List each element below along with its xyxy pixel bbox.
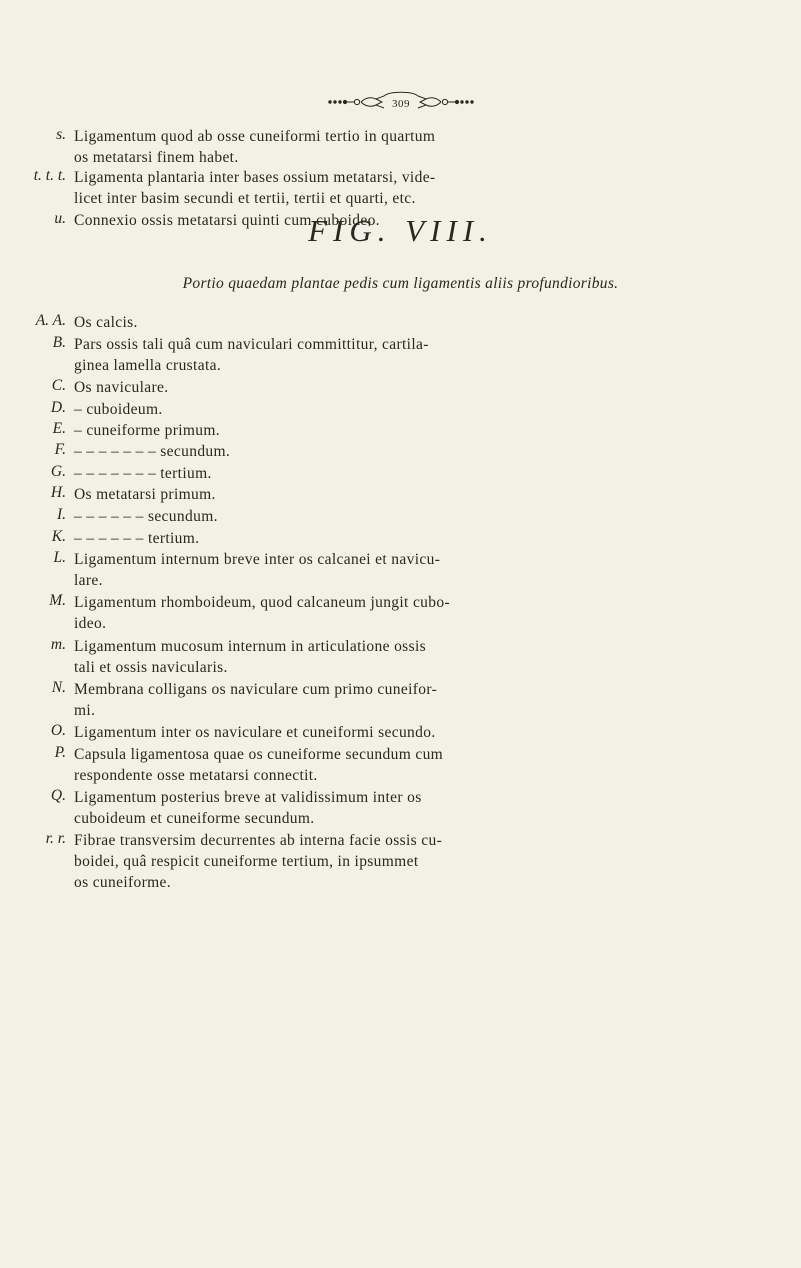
entry-text-line: os metatarsi finem habet. (74, 149, 239, 166)
entry-text-line: Ligamentum rhomboideum, quod calcaneum jungit cubo- (74, 594, 450, 611)
entry-label: D. (50, 399, 66, 416)
entry-text-line: Pars ossis tali quâ cum naviculari committitur, cartila- (74, 336, 429, 353)
entry-text-line: respondente osse metatarsi connectit. (74, 767, 318, 784)
entry-label: P. (54, 744, 66, 761)
entry-text-line: os cuneiforme. (74, 874, 172, 891)
entry-text-line: licet inter basim secundi et tertii, tertii et quarti, etc. (74, 190, 416, 207)
figure-title: FIG. VIII. (308, 213, 493, 248)
entry-text-line: Ligamenta plantaria inter bases ossium metatarsi, vide- (74, 169, 436, 186)
entry-label: F. (54, 441, 66, 458)
entry-text-line: cuboideum et cuneiforme secundum. (74, 810, 315, 827)
entry-text-line: – – – – – – – tertium. (74, 465, 212, 482)
entry-label: Q. (50, 787, 66, 804)
entry-text-line: Fibrae transversim decurrentes ab interna facie ossis cu- (74, 832, 443, 849)
entry-label: C. (51, 377, 66, 394)
entry-text-line: Os calcis. (74, 314, 138, 331)
entry-label: u. (54, 210, 66, 227)
entry-label: m. (50, 636, 66, 653)
entry-text-line: Ligamentum inter os naviculare et cuneiformi secundo. (74, 724, 436, 741)
page-header-ornament (0, 88, 801, 116)
entry-text-line: Os metatarsi primum. (74, 486, 216, 503)
entry-label: K. (51, 528, 66, 545)
entry-text-line: Ligamentum mucosum internum in articulatione ossis (74, 638, 426, 655)
entry-text-line: Connexio ossis metatarsi quinti cum cuboideo. (74, 212, 380, 229)
entry-text-line: – – – – – – – secundum. (74, 443, 231, 460)
entry-text-line: Ligamentum posterius breve at validissimum inter os (74, 789, 422, 806)
entry-text-line: – cuboideum. (74, 401, 163, 418)
entry-text-line: ideo. (74, 615, 107, 632)
entry-text-line: Ligamentum quod ab osse cuneiformi tertio in quartum (74, 128, 436, 145)
entry-label: M. (49, 592, 66, 609)
entry-text-line: ginea lamella crustata. (74, 357, 222, 374)
entry-text-line: tali et ossis navicularis. (74, 659, 228, 676)
entry-text-line: Membrana colligans os naviculare cum primo cuneifor- (74, 681, 438, 698)
entry-text-line: Ligamentum internum breve inter os calcanei et navicu- (74, 551, 441, 568)
entry-label: G. (50, 463, 66, 480)
entry-label: I. (56, 506, 66, 523)
figure-subtitle: Portio quaedam plantae pedis cum ligamentis aliis profundioribus. (182, 275, 619, 292)
entry-text-line: Capsula ligamentosa quae os cuneiforme secundum cum (74, 746, 444, 763)
entry-label: E. (52, 420, 66, 437)
entry-label: H. (50, 484, 66, 501)
entry-text-line: boidei, quâ respicit cuneiforme tertium, in ipsummet (74, 853, 419, 870)
page-number: 309 (391, 98, 410, 110)
entry-text-line: mi. (74, 702, 96, 719)
entry-label: L. (53, 549, 66, 566)
entry-text-line: lare. (74, 572, 103, 589)
entry-label: A. A. (35, 312, 66, 329)
entry-text-line: – – – – – – tertium. (74, 530, 200, 547)
entry-label: O. (50, 722, 66, 739)
entry-label: s. (56, 126, 66, 143)
entry-text-line: – – – – – – secundum. (74, 508, 218, 525)
ornament-icon (326, 88, 476, 116)
entry-label: N. (51, 679, 66, 696)
entry-text-line: Os naviculare. (74, 379, 169, 396)
entry-text-line: – cuneiforme primum. (74, 422, 221, 439)
entry-label: r. r. (45, 830, 66, 847)
entry-label: t. t. t. (33, 167, 66, 184)
entry-label: B. (52, 334, 66, 351)
